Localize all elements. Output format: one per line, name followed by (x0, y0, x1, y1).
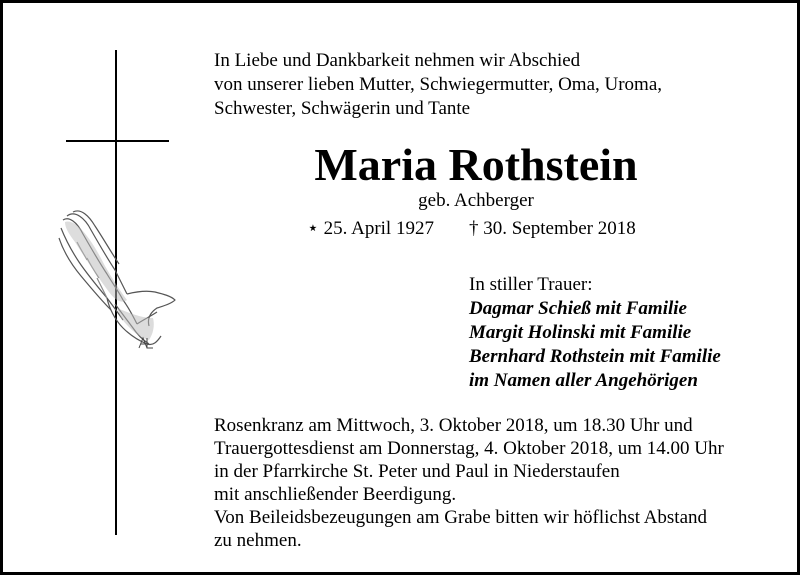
service-line: Trauergottesdienst am Donnerstag, 4. Oktober 2018, um 14.00 Uhr (214, 438, 724, 459)
service-line: mit anschließender Beerdigung. (214, 484, 457, 505)
birth-date: ⋆ 25. April 1927 (307, 218, 434, 239)
service-line: zu nehmen. (214, 530, 302, 551)
service-line: Rosenkranz am Mittwoch, 3. Oktober 2018, um 18.30 Uhr und (214, 415, 693, 436)
intro-line: Schwester, Schwägerin und Tante (214, 98, 471, 119)
service-details (214, 414, 774, 552)
mourners-label: In stiller Trauer: (469, 274, 593, 295)
mourner-entry: Margit Holinski mit Familie (469, 322, 692, 343)
praying-hands-icon (57, 208, 179, 356)
mourners-block (469, 273, 721, 393)
intro-text (214, 49, 774, 121)
mourner-entry: Bernhard Rothstein mit Familie (469, 346, 721, 367)
birth-name: geb. Achberger (418, 190, 534, 211)
mourner-entry: im Namen aller Angehörigen (469, 370, 698, 391)
intro-line: von unserer lieben Mutter, Schwiegermutter, Oma, Uroma, (214, 74, 663, 95)
deceased-name: Maria Rothstein (314, 139, 638, 190)
intro-line: In Liebe und Dankbarkeit nehmen wir Abschied (214, 50, 581, 71)
service-line: Von Beileidsbezeugungen am Grabe bitten wir höflichst Abstand (214, 507, 708, 528)
death-date: † 30. September 2018 (469, 218, 636, 239)
mourner-entry: Dagmar Schieß mit Familie (469, 298, 687, 319)
service-line: in der Pfarrkirche St. Peter und Paul in Niederstaufen (214, 461, 620, 482)
